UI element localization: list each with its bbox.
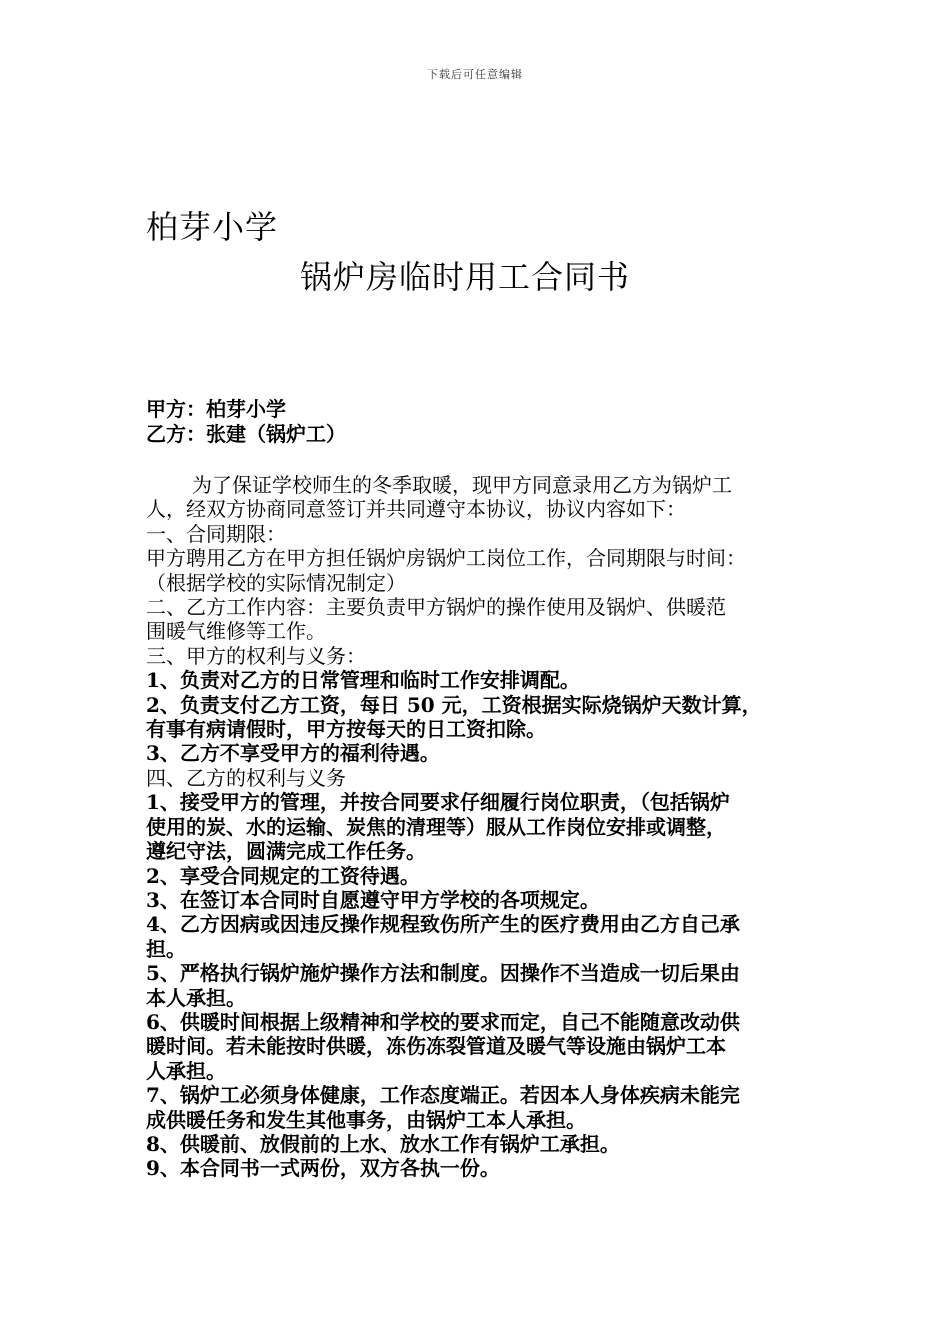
clause-line: 1、负责对乙方的日常管理和临时工作安排调配。 <box>146 668 580 693</box>
clause-line: 4、乙方因病或因违反操作规程致伤所产生的医疗费用由乙方自己承 <box>146 912 740 937</box>
header-note: 下载后可任意编辑 <box>427 68 523 81</box>
section-heading: 四、乙方的权利与义务 <box>146 765 346 790</box>
party-b: 乙方：张建（锅炉工） <box>146 422 346 446</box>
clause-line: 担。 <box>146 936 186 961</box>
clause-line: 2、享受合同规定的工资待遇。 <box>146 863 420 888</box>
clause-line: 暖时间。若未能按时供暖，冻伤冻裂管道及暖气等设施由锅炉工本 <box>146 1034 726 1059</box>
clause-line: 遵纪守法，圆满完成工作任务。 <box>146 839 426 864</box>
clause-line: 5、严格执行锅炉施炉操作方法和制度。因操作不当造成一切后果由 <box>146 961 740 986</box>
contract-line: （根据学校的实际情况制定） <box>146 570 406 595</box>
section-heading: 二、乙方工作内容：主要负责甲方锅炉的操作使用及锅炉、供暖范 <box>146 595 726 620</box>
clause-line: 6、供暖时间根据上级精神和学校的要求而定，自己不能随意改动供 <box>146 1009 740 1034</box>
clause-line: 1、接受甲方的管理，并按合同要求仔细履行岗位职责，（包括锅炉 <box>146 790 730 815</box>
contract-line: 围暖气维修等工作。 <box>146 619 326 644</box>
school-name: 柏芽小学 <box>146 208 279 246</box>
document-title: 锅炉房临时用工合同书 <box>300 258 631 296</box>
clause-line: 本人承担。 <box>146 985 246 1010</box>
party-a: 甲方：柏芽小学 <box>146 397 286 421</box>
clause-line: 有事有病请假时，甲方按每天的日工资扣除。 <box>146 717 546 742</box>
section-heading: 一、合同期限： <box>146 521 286 546</box>
contract-line: 甲方聘用乙方在甲方担任锅炉房锅炉工岗位工作，合同期限与时间： <box>146 546 746 571</box>
clause-line: 3、在签订本合同时自愿遵守甲方学校的各项规定。 <box>146 887 600 912</box>
intro-line: 人，经双方协商同意签订并共同遵守本协议，协议内容如下： <box>146 497 686 522</box>
parties-block <box>146 397 346 447</box>
clause-line: 使用的炭、水的运输、炭焦的清理等）服从工作岗位安排或调整， <box>146 814 726 839</box>
clause-line: 2、负责支付乙方工资，每日 50 元，工资根据实际烧锅炉天数计算， <box>146 692 762 717</box>
clause-line: 人承担。 <box>146 1058 226 1083</box>
clause-line: 成供暖任务和发生其他事务，由锅炉工本人承担。 <box>146 1107 586 1132</box>
clause-line: 9、本合同书一式两份，双方各执一份。 <box>146 1156 500 1181</box>
intro-line: 为了保证学校师生的冬季取暖，现甲方同意录用乙方为锅炉工 <box>192 473 732 497</box>
clause-line: 3、乙方不享受甲方的福利待遇。 <box>146 741 440 766</box>
section-heading: 三、甲方的权利与义务： <box>146 643 366 668</box>
clause-line: 8、供暖前、放假前的上水、放水工作有锅炉工承担。 <box>146 1131 620 1156</box>
contract-body <box>146 473 826 1181</box>
clause-line: 7、锅炉工必须身体健康，工作态度端正。若因本人身体疾病未能完 <box>146 1083 740 1108</box>
